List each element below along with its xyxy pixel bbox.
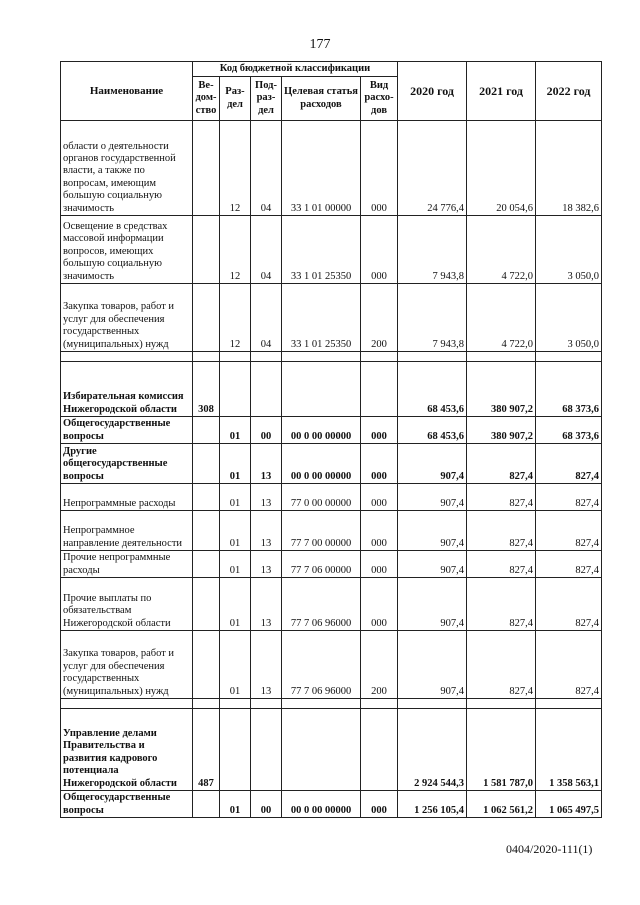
table-row bbox=[61, 631, 602, 699]
row-vid: 000 bbox=[361, 578, 398, 631]
row-2022: 827,4 bbox=[536, 578, 602, 631]
row-2021: 1 062 561,2 bbox=[467, 791, 536, 818]
table-row bbox=[61, 578, 602, 631]
row-podrazdel bbox=[251, 709, 282, 791]
table-row bbox=[61, 121, 602, 216]
row-2022: 18 382,6 bbox=[536, 121, 602, 216]
row-2021: 827,4 bbox=[467, 484, 536, 511]
row-name: Освещение в средствах массовой информации вопросов, имеющих большую социальную значимость bbox=[61, 216, 193, 284]
row-vid: 000 bbox=[361, 417, 398, 444]
page-number: 177 bbox=[309, 37, 331, 52]
row-name: Непрограммные расходы bbox=[61, 484, 193, 511]
row-ved bbox=[193, 216, 220, 284]
row-2020: 68 453,6 bbox=[398, 417, 467, 444]
row-ved bbox=[193, 551, 220, 578]
row-2022: 3 050,0 bbox=[536, 284, 602, 352]
row-vid: 000 bbox=[361, 551, 398, 578]
row-celevaya bbox=[282, 709, 361, 791]
row-celevaya: 00 0 00 00000 bbox=[282, 791, 361, 818]
row-2021: 1 581 787,0 bbox=[467, 709, 536, 791]
row-name: Закупка товаров, работ и услуг для обеспечения государственных (муниципальных) нужд bbox=[61, 284, 193, 352]
header-celevaya: Целевая статья расходов bbox=[282, 77, 361, 121]
row-celevaya: 33 1 01 25350 bbox=[282, 284, 361, 352]
table-row bbox=[61, 551, 602, 578]
row-celevaya: 33 1 01 25350 bbox=[282, 216, 361, 284]
row-ved bbox=[193, 484, 220, 511]
header-podrazdel: Под-раз-дел bbox=[251, 77, 282, 121]
row-2021: 827,4 bbox=[467, 511, 536, 551]
row-razdel: 12 bbox=[220, 284, 251, 352]
row-2022: 68 373,6 bbox=[536, 362, 602, 417]
header-razdel: Раз-дел bbox=[220, 77, 251, 121]
row-razdel: 01 bbox=[220, 791, 251, 818]
row-2022: 827,4 bbox=[536, 484, 602, 511]
row-vid: 000 bbox=[361, 511, 398, 551]
table-row bbox=[61, 362, 602, 417]
row-podrazdel: 04 bbox=[251, 284, 282, 352]
row-2022: 1 358 563,1 bbox=[536, 709, 602, 791]
row-name: Общегосударственные вопросы bbox=[61, 417, 193, 444]
row-name: Прочие выплаты по обязательствам Нижегородской области bbox=[61, 578, 193, 631]
table-row bbox=[61, 216, 602, 284]
row-2020: 907,4 bbox=[398, 511, 467, 551]
row-2020: 1 256 105,4 bbox=[398, 791, 467, 818]
row-vid: 000 bbox=[361, 484, 398, 511]
row-name: Избирательная комиссия Нижегородской области bbox=[61, 362, 193, 417]
row-vid: 200 bbox=[361, 631, 398, 699]
row-razdel bbox=[220, 362, 251, 417]
row-celevaya: 77 7 06 00000 bbox=[282, 551, 361, 578]
header-code-group: Код бюджетной классификации bbox=[193, 62, 398, 77]
row-2021: 827,4 bbox=[467, 578, 536, 631]
table-row bbox=[61, 417, 602, 444]
row-razdel: 01 bbox=[220, 631, 251, 699]
spacer-row bbox=[61, 352, 602, 362]
row-2022: 827,4 bbox=[536, 551, 602, 578]
row-podrazdel: 13 bbox=[251, 511, 282, 551]
row-vid bbox=[361, 362, 398, 417]
row-podrazdel: 13 bbox=[251, 484, 282, 511]
row-podrazdel bbox=[251, 362, 282, 417]
row-name: Другие общегосударственные вопросы bbox=[61, 444, 193, 484]
row-ved bbox=[193, 121, 220, 216]
row-ved bbox=[193, 791, 220, 818]
table-row bbox=[61, 284, 602, 352]
row-ved bbox=[193, 417, 220, 444]
row-podrazdel: 13 bbox=[251, 444, 282, 484]
row-celevaya: 00 0 00 00000 bbox=[282, 417, 361, 444]
row-podrazdel: 13 bbox=[251, 551, 282, 578]
row-vid bbox=[361, 709, 398, 791]
row-2021: 827,4 bbox=[467, 444, 536, 484]
row-name: Непрограммное направление деятельности bbox=[61, 511, 193, 551]
row-celevaya: 77 0 00 00000 bbox=[282, 484, 361, 511]
table-row bbox=[61, 709, 602, 791]
row-2020: 907,4 bbox=[398, 551, 467, 578]
header-2022: 2022 год bbox=[536, 62, 602, 121]
row-ved bbox=[193, 284, 220, 352]
row-2020: 907,4 bbox=[398, 484, 467, 511]
row-razdel: 01 bbox=[220, 417, 251, 444]
row-2020: 68 453,6 bbox=[398, 362, 467, 417]
row-2022: 68 373,6 bbox=[536, 417, 602, 444]
row-2020: 907,4 bbox=[398, 578, 467, 631]
header-2020: 2020 год bbox=[398, 62, 467, 121]
row-razdel: 01 bbox=[220, 511, 251, 551]
row-2021: 380 907,2 bbox=[467, 417, 536, 444]
row-name: Управление делами Правительства и развития кадрового потенциала Нижегородской области bbox=[61, 709, 193, 791]
row-podrazdel: 13 bbox=[251, 578, 282, 631]
row-razdel: 01 bbox=[220, 578, 251, 631]
row-ved bbox=[193, 444, 220, 484]
row-podrazdel: 04 bbox=[251, 121, 282, 216]
row-podrazdel: 04 bbox=[251, 216, 282, 284]
spacer-row bbox=[61, 699, 602, 709]
row-vid: 200 bbox=[361, 284, 398, 352]
row-ved: 487 bbox=[193, 709, 220, 791]
row-razdel bbox=[220, 709, 251, 791]
budget-table bbox=[60, 61, 602, 818]
row-celevaya: 33 1 01 00000 bbox=[282, 121, 361, 216]
header-name: Наименование bbox=[61, 62, 193, 121]
table-row bbox=[61, 444, 602, 484]
row-2021: 20 054,6 bbox=[467, 121, 536, 216]
document-code: 0404/2020-111(1) bbox=[506, 842, 593, 856]
row-celevaya: 77 7 00 00000 bbox=[282, 511, 361, 551]
row-2021: 4 722,0 bbox=[467, 284, 536, 352]
row-razdel: 01 bbox=[220, 444, 251, 484]
row-2020: 7 943,8 bbox=[398, 284, 467, 352]
header-vid: Вид расхо-дов bbox=[361, 77, 398, 121]
row-ved bbox=[193, 631, 220, 699]
row-vid: 000 bbox=[361, 216, 398, 284]
row-celevaya: 77 7 06 96000 bbox=[282, 578, 361, 631]
row-2022: 827,4 bbox=[536, 631, 602, 699]
row-vid: 000 bbox=[361, 791, 398, 818]
row-celevaya bbox=[282, 362, 361, 417]
row-ved bbox=[193, 578, 220, 631]
row-name: Прочие непрограммные расходы bbox=[61, 551, 193, 578]
row-podrazdel: 13 bbox=[251, 631, 282, 699]
row-2022: 827,4 bbox=[536, 444, 602, 484]
table-row bbox=[61, 511, 602, 551]
row-razdel: 01 bbox=[220, 484, 251, 511]
row-vid: 000 bbox=[361, 121, 398, 216]
row-2022: 3 050,0 bbox=[536, 216, 602, 284]
row-2021: 380 907,2 bbox=[467, 362, 536, 417]
header-vedomstvo: Ве-дом-ство bbox=[193, 77, 220, 121]
row-ved: 308 bbox=[193, 362, 220, 417]
row-2020: 907,4 bbox=[398, 631, 467, 699]
row-name: области о деятельности органов государственной власти, а также по вопросам, имеющим большую социальную значимость bbox=[61, 121, 193, 216]
row-vid: 000 bbox=[361, 444, 398, 484]
row-name: Закупка товаров, работ и услуг для обеспечения государственных (муниципальных) нужд bbox=[61, 631, 193, 699]
row-2021: 4 722,0 bbox=[467, 216, 536, 284]
row-2021: 827,4 bbox=[467, 551, 536, 578]
table-row bbox=[61, 484, 602, 511]
row-razdel: 12 bbox=[220, 121, 251, 216]
row-razdel: 01 bbox=[220, 551, 251, 578]
row-2020: 24 776,4 bbox=[398, 121, 467, 216]
header-2021: 2021 год bbox=[467, 62, 536, 121]
row-podrazdel: 00 bbox=[251, 417, 282, 444]
row-celevaya: 77 7 06 96000 bbox=[282, 631, 361, 699]
row-2022: 827,4 bbox=[536, 511, 602, 551]
row-celevaya: 00 0 00 00000 bbox=[282, 444, 361, 484]
row-ved bbox=[193, 511, 220, 551]
row-2021: 827,4 bbox=[467, 631, 536, 699]
row-razdel: 12 bbox=[220, 216, 251, 284]
row-2020: 907,4 bbox=[398, 444, 467, 484]
row-name: Общегосударственные вопросы bbox=[61, 791, 193, 818]
row-2020: 2 924 544,3 bbox=[398, 709, 467, 791]
row-podrazdel: 00 bbox=[251, 791, 282, 818]
row-2020: 7 943,8 bbox=[398, 216, 467, 284]
row-2022: 1 065 497,5 bbox=[536, 791, 602, 818]
table-row bbox=[61, 791, 602, 818]
